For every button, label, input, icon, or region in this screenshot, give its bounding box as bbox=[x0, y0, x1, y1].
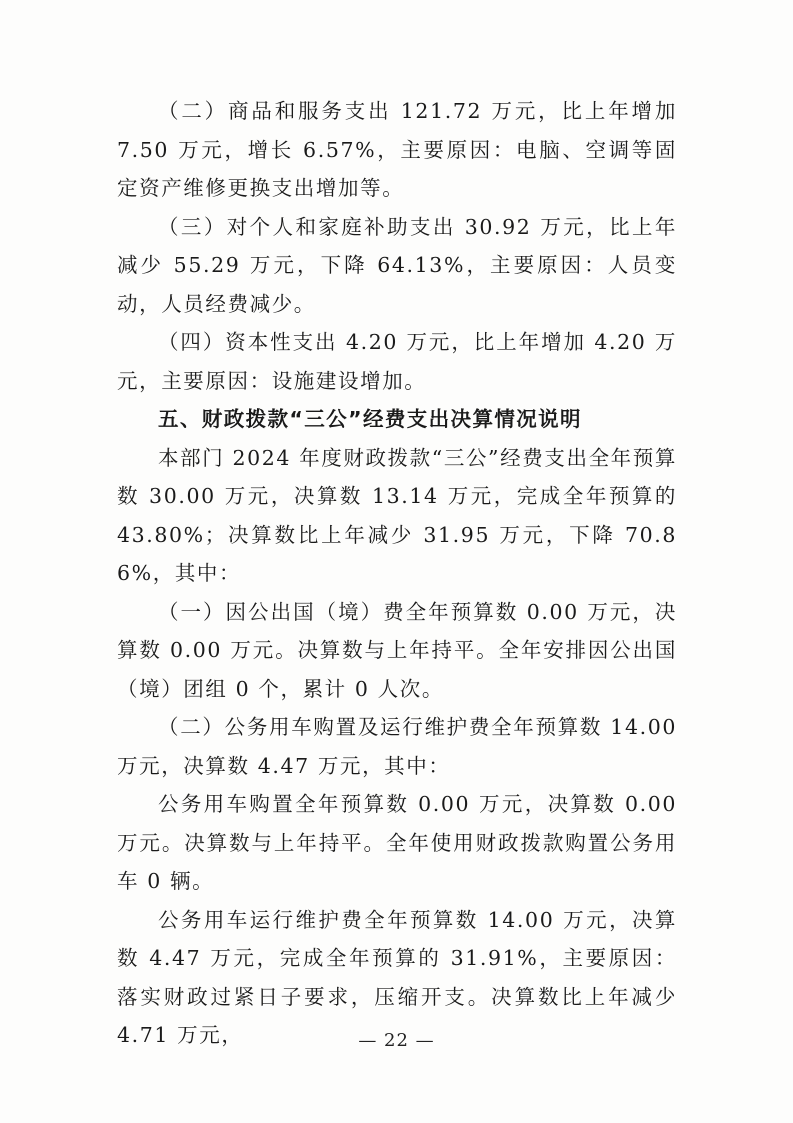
paragraph-goods-services: （二）商品和服务支出 121.72 万元，比上年增加 7.50 万元，增长 6.57%，主要原因：电脑、空调等固定资产维修更换支出增加等。 bbox=[117, 99, 677, 200]
document-body bbox=[117, 92, 677, 1055]
paragraph-overseas-travel: （一）因公出国（境）费全年预算数 0.00 万元，决算数 0.00 万元。决算数与上年持平。全年安排因公出国（境）团组 0 个，累计 0 人次。 bbox=[117, 599, 677, 701]
section-heading: 五、财政拨款“三公”经费支出决算情况说明 bbox=[158, 407, 582, 431]
paragraph-three-public-summary: 本部门 2024 年度财政拨款“三公”经费支出全年预算数 30.00 万元，决算数 13.14 万元，完成全年预算的 43.80%；决算数比上年减少 31.95 万元，下降 70.86%，其中： bbox=[117, 445, 677, 585]
paragraph-capital-expenditure: （四）资本性支出 4.20 万元，比上年增加 4.20 万元，主要原因：设施建设增加。 bbox=[117, 330, 677, 393]
paragraph-official-vehicles: （二）公务用车购置及运行维护费全年预算数 14.00 万元，决算数 4.47 万元，其中： bbox=[117, 715, 677, 778]
paragraph-vehicle-operation: 公务用车运行维护费全年预算数 14.00 万元，决算数 4.47 万元，完成全年预算的 31.91%，主要原因：落实财政过紧日子要求，压缩开支。决算数比上年减少 4.71 万元， bbox=[117, 907, 677, 1047]
paragraph-vehicle-purchase: 公务用车购置全年预算数 0.00 万元，决算数 0.00 万元。决算数与上年持平。全年使用财政拨款购置公务用车 0 辆。 bbox=[117, 792, 677, 893]
page-number: — 22 — bbox=[358, 1030, 435, 1051]
paragraph-personal-subsidy: （三）对个人和家庭补助支出 30.92 万元，比上年减少 55.29 万元，下降 64.13%，主要原因：人员变动，人员经费减少。 bbox=[117, 214, 677, 316]
